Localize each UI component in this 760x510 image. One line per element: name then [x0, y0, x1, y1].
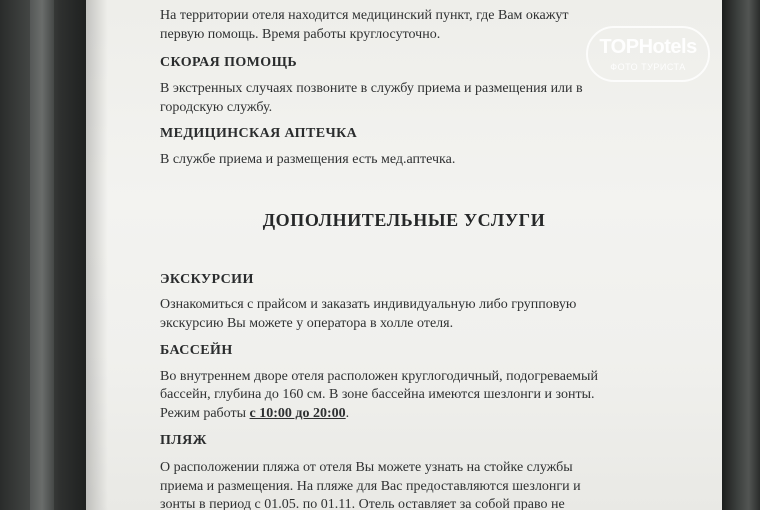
- beach-line-3: зонты в период с 01.05. по 01.11. Отель оставляет за собой право не: [160, 497, 565, 510]
- first-aid-kit-heading: МЕДИЦИНСКАЯ АПТЕЧКА: [160, 126, 358, 141]
- additional-services-title: ДОПОЛНИТЕЛЬНЫЕ УСЛУГИ: [262, 210, 546, 230]
- pool-line-3: [160, 406, 349, 422]
- pool-hours-prefix: Режим работы: [160, 406, 250, 421]
- beach-line-2: приема и размещения. На пляже для Вас предоставляются шезлонги и: [160, 479, 581, 494]
- pool-hours-suffix: .: [345, 406, 350, 421]
- beach-line-1: О расположении пляжа от отеля Вы можете узнать на стойке службы: [160, 460, 573, 475]
- ambulance-heading: СКОРАЯ ПОМОЩЬ: [160, 55, 297, 70]
- excursions-line-2: экскурсию Вы можете у оператора в холле отеля.: [160, 316, 454, 331]
- ambulance-line-2: городскую службу.: [160, 100, 273, 115]
- pool-line-1: Во внутреннем дворе отеля расположен круглогодичный, подогреваемый: [160, 369, 598, 384]
- watermark-brand: TOPHotels: [599, 36, 697, 58]
- beach-heading: ПЛЯЖ: [160, 433, 207, 448]
- tophotels-watermark-logo: [586, 26, 710, 82]
- medical-intro-line-2: первую помощь. Время работы круглосуточно.: [160, 27, 441, 42]
- medical-intro-line-1: На территории отеля находится медицинский пункт, где Вам окажут: [160, 8, 569, 23]
- watermark-subtitle: ФОТО ТУРИСТА: [610, 62, 686, 72]
- pool-heading: БАССЕЙН: [160, 343, 233, 358]
- excursions-line-1: Ознакомиться с прайсом и заказать индивидуальную либо групповую: [160, 297, 577, 312]
- window-frame-left: [0, 0, 86, 510]
- first-aid-kit-line-1: В службе приема и размещения есть мед.аптечка.: [160, 152, 456, 167]
- window-frame-bar: [30, 0, 54, 510]
- excursions-heading: ЭКСКУРСИИ: [160, 272, 254, 287]
- pool-hours: с 10:00 до 20:00: [249, 406, 346, 421]
- ambulance-line-1: В экстренных случаях позвоните в службу приема и размещения или в: [160, 81, 583, 96]
- window-frame-right: [722, 0, 760, 510]
- pool-line-2: бассейн, глубина до 160 см. В зоне бассейна имеются шезлонги и зонты.: [160, 387, 595, 402]
